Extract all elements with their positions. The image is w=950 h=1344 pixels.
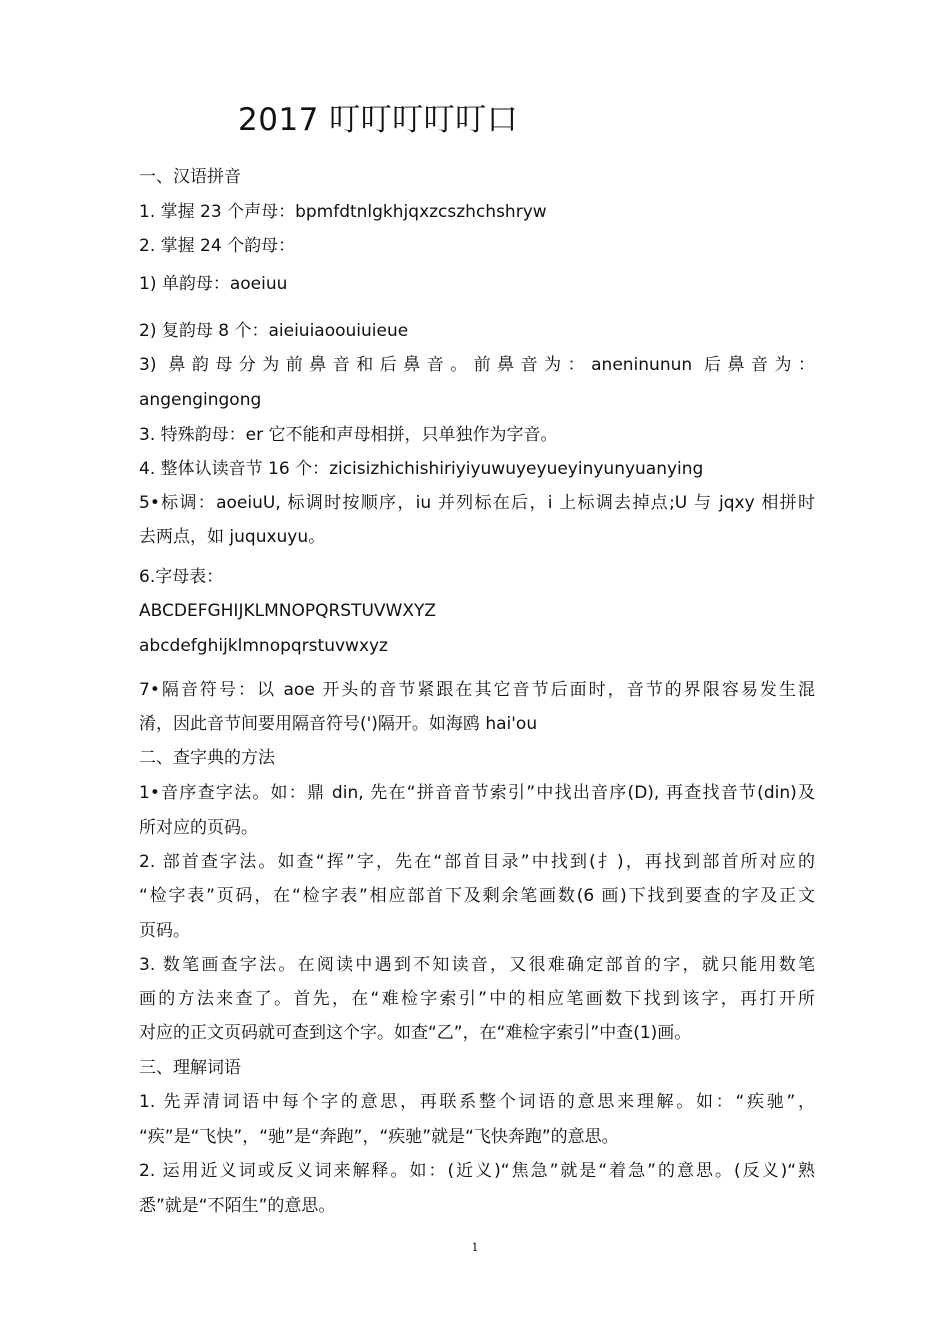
section-heading-words: 三、理解词语 [139,1058,241,1078]
text-line: 4. 整体认读音节 16 个：zicisizhichishiriyiyuwuyeyueyinyunyuanying [139,459,704,479]
text-line: 7•隔音符号：以 aoe 开头的音节紧跟在其它音节后面时，音节的界限容易发生混 [139,680,815,700]
text-line: 淆，因此音节间要用隔音符号(')隔开。如海鸥 hai'ou [139,714,538,734]
text-line: 2) 复韵母 8 个：aieiuiaoouiuieue [139,321,409,341]
text-line: “疾”是“飞快”，“驰”是“奔跑”，“疾驰”就是“飞快奔跑”的意思。 [139,1127,619,1147]
text-line: 画的方法来查了。首先，在“难检字索引”中的相应笔画数下找到该字，再打开所 [139,989,815,1009]
text-line: 去两点，如 juquxuyu。 [139,527,326,547]
text-line: 2. 运用近义词或反义词来解释。如：(近义)“焦急”就是“着急”的意思。(反义)“熟 [139,1161,815,1181]
text-line: 页码。 [139,921,190,941]
text-line: 3) 鼻韵母分为前鼻音和后鼻音。前鼻音为：aneninunun 后鼻音为： [139,355,815,375]
text-line: 6.字母表： [139,567,224,587]
text-line: 1) 单韵母：aoeiuu [139,274,288,294]
text-line: 2. 掌握 24 个韵母： [139,236,296,256]
text-line: 5•标调：aoeiuU, 标调时按顺序，iu 并列标在后，i 上标调去掉点;U 与 jqxy 相拼时 [139,493,815,513]
alphabet-lowercase: abcdefghijklmnopqrstuvwxyz [139,636,388,656]
text-line: “检字表”页码，在“检字表”相应部首下及剩余笔画数(6 画)下找到要查的字及正文 [139,886,815,906]
page-number: 1 [471,1241,479,1254]
document-title: 2017 叮叮叮叮叮口 [238,102,519,138]
text-line: 对应的正文页码就可查到这个字。如查“乙”，在“难检字索引”中查(1)画。 [139,1023,692,1043]
alphabet-uppercase: ABCDEFGHIJKLMNOPQRSTUVWXYZ [139,601,437,621]
text-line: 悉”就是“不陌生”的意思。 [139,1196,336,1216]
text-line: 3. 特殊韵母：er 它不能和声母相拼，只单独作为字音。 [139,425,558,445]
text-line: 1. 掌握 23 个声母：bpmfdtnlgkhjqxzcszhchshryw [139,202,547,222]
text-line: 3. 数笔画查字法。在阅读中遇到不知读音，又很难确定部首的字，就只能用数笔 [139,955,815,975]
section-heading-pinyin: 一、汉语拼音 [139,167,241,187]
section-heading-dictionary: 二、查字典的方法 [139,748,275,768]
text-line: 2. 部首查字法。如查“挥”字，先在“部首目录”中找到(扌)，再找到部首所对应的 [139,852,815,872]
text-line: 1•音序查字法。如：鼎 din, 先在“拼音音节索引”中找出音序(D), 再查找音节(din)及 [139,783,815,803]
text-line: 1. 先弄清词语中每个字的意思，再联系整个词语的意思来理解。如：“疾驰”， [139,1092,815,1112]
text-line: angengingong [139,390,262,410]
text-line: 所对应的页码。 [139,818,258,838]
